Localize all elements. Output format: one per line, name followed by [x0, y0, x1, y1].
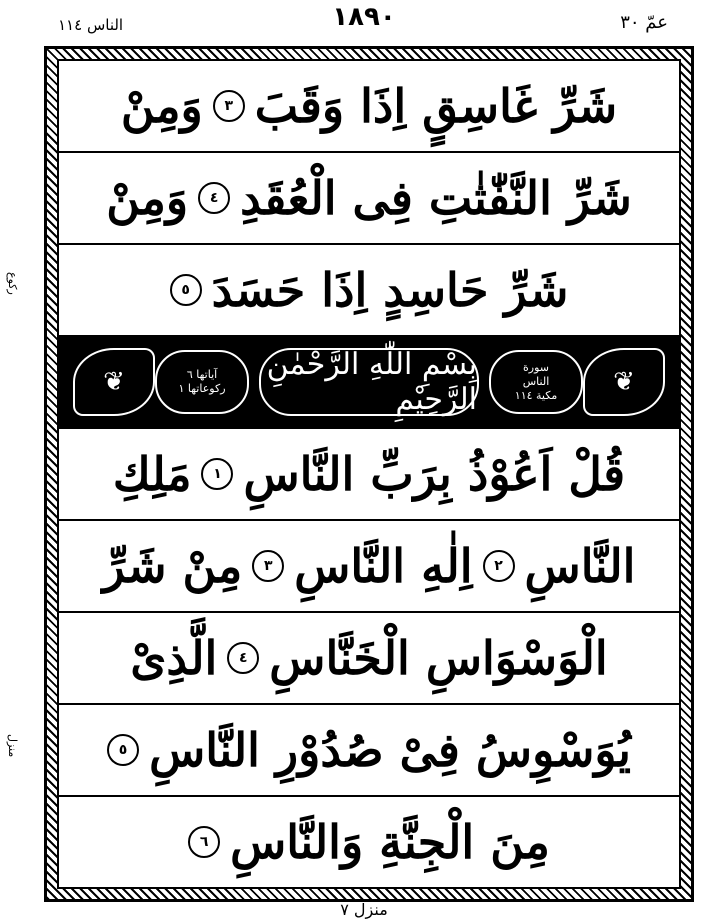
surah-info-cartouche-left: [155, 350, 249, 414]
verse-text: يُوَسْوِسُ فِىْ صُدُوْرِ النَّاسِ: [149, 723, 631, 777]
verse-text: مِنْ شَرِّ: [102, 539, 243, 593]
verse-text: شَرِّ النَّفّٰثٰتِ فِى الْعُقَدِ: [240, 171, 632, 225]
ayah-marker: ٣: [213, 90, 245, 122]
verse-line: [59, 153, 679, 245]
footer-manzil: منزل ٧: [340, 900, 388, 919]
verse-text: مِنَ الْجِنَّةِ وَالنَّاسِ: [230, 815, 550, 869]
ayah-marker: ٤: [227, 642, 259, 674]
verse-text: النَّاسِ: [524, 539, 636, 593]
verse-text: الْوَسْوَاسِ الْخَنَّاسِ: [269, 631, 608, 685]
text-area: [57, 59, 681, 889]
ayah-marker: ٥: [107, 734, 139, 766]
verse-text: شَرِّ غَاسِقٍ اِذَا وَقَبَ: [254, 79, 618, 133]
surah-label: سورة: [523, 361, 549, 374]
verse-text: اِلٰهِ النَّاسِ: [294, 539, 473, 593]
header-surah-name: الناس ١١٤: [58, 16, 124, 34]
side-note-manzil: منزل: [6, 734, 19, 758]
right-ornament-icon: ❦: [583, 348, 665, 416]
verse-line: [59, 61, 679, 153]
page-border: [44, 46, 694, 902]
ayah-marker: ٣: [252, 550, 284, 582]
verse-text: شَرِّ حَاسِدٍ اِذَا حَسَدَ: [211, 263, 569, 317]
ayah-marker: ٦: [188, 826, 220, 858]
left-ornament-icon: ❦: [73, 348, 155, 416]
ayah-marker: ٢: [483, 550, 515, 582]
surah-info-cartouche-right: [489, 350, 583, 414]
verse-text: وَمِنْ: [120, 79, 203, 133]
verse-count: آياتها ٦: [186, 368, 218, 381]
ayah-marker: ٤: [198, 182, 230, 214]
surah-name: الناس: [522, 375, 550, 388]
verse-text: مَلِكِ: [112, 447, 192, 501]
verse-line: [59, 429, 679, 521]
verse-text: وَمِنْ: [106, 171, 189, 225]
verse-text: الَّذِىْ: [130, 631, 218, 685]
verse-line: [59, 705, 679, 797]
header-juz-name: عمّ ٣٠: [620, 12, 668, 33]
verse-line: [59, 245, 679, 337]
verse-line: [59, 521, 679, 613]
side-note-ruku: رکوع: [6, 272, 19, 295]
surah-type: مكية ١١٤: [514, 389, 558, 402]
verse-line: [59, 613, 679, 705]
surah-header-banner: [59, 337, 679, 429]
ayah-marker: ١: [201, 458, 233, 490]
page-number: ١٨٩٠: [332, 2, 396, 32]
verse-line: [59, 797, 679, 887]
verse-text: قُلْ اَعُوْذُ بِرَبِّ النَّاسِ: [243, 447, 626, 501]
basmala: بِسْمِ اللّٰهِ الرَّحْمٰنِ الرَّحِيْمِ: [259, 348, 479, 416]
ayah-marker: ٥: [170, 274, 202, 306]
ruku-count: ركوعاتها ١: [178, 382, 226, 395]
